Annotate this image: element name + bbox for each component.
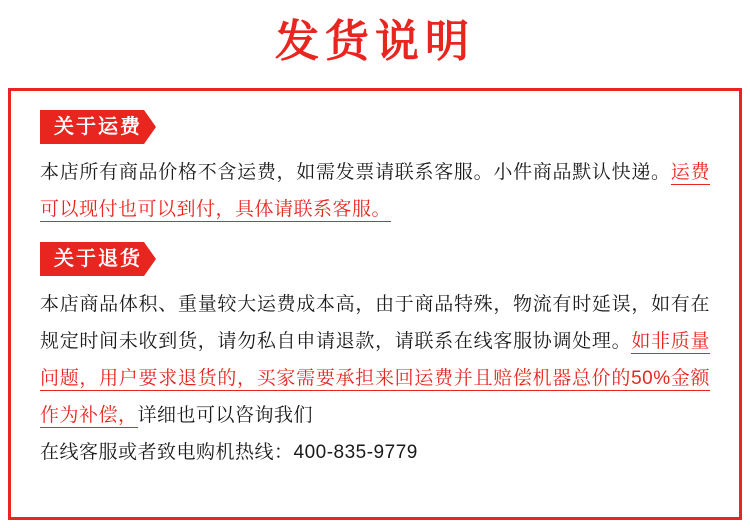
section-returns	[40, 242, 710, 471]
page-title: 发货说明	[275, 17, 475, 66]
returns-text-plain-2: 详细也可以咨询我们	[137, 405, 314, 426]
content-area	[40, 110, 710, 485]
returns-text-plain-1: 本店商品体积、重量较大运费成本高，由于商品特殊，物流有时延误，如有在规定时间未收到货，请勿私自申请退款，请联系在线客服协调处理。	[40, 294, 710, 352]
shipping-fee-text-plain: 本店所有商品价格不含运费，如需发票请联系客服。小件商品默认快递。	[40, 162, 671, 183]
shipping-fee-text-highlight: 运费可以现付也可以到付，具体请联系客服。	[40, 162, 710, 220]
shipping-fee-paragraph	[40, 154, 710, 228]
section-tag-shipping-fee: 关于运费	[40, 110, 168, 144]
customer-service-hotline-line: 在线客服或者致电购机热线：400-835-9779	[40, 442, 418, 463]
returns-paragraph	[40, 286, 710, 434]
section-shipping-fee	[40, 110, 710, 228]
returns-text-highlight: 如非质量问题，用户要求退货的，买家需要承担来回运费并且赔偿机器总价的50%金额作为补偿，	[40, 331, 710, 426]
section-tag-returns: 关于退货	[40, 242, 168, 276]
